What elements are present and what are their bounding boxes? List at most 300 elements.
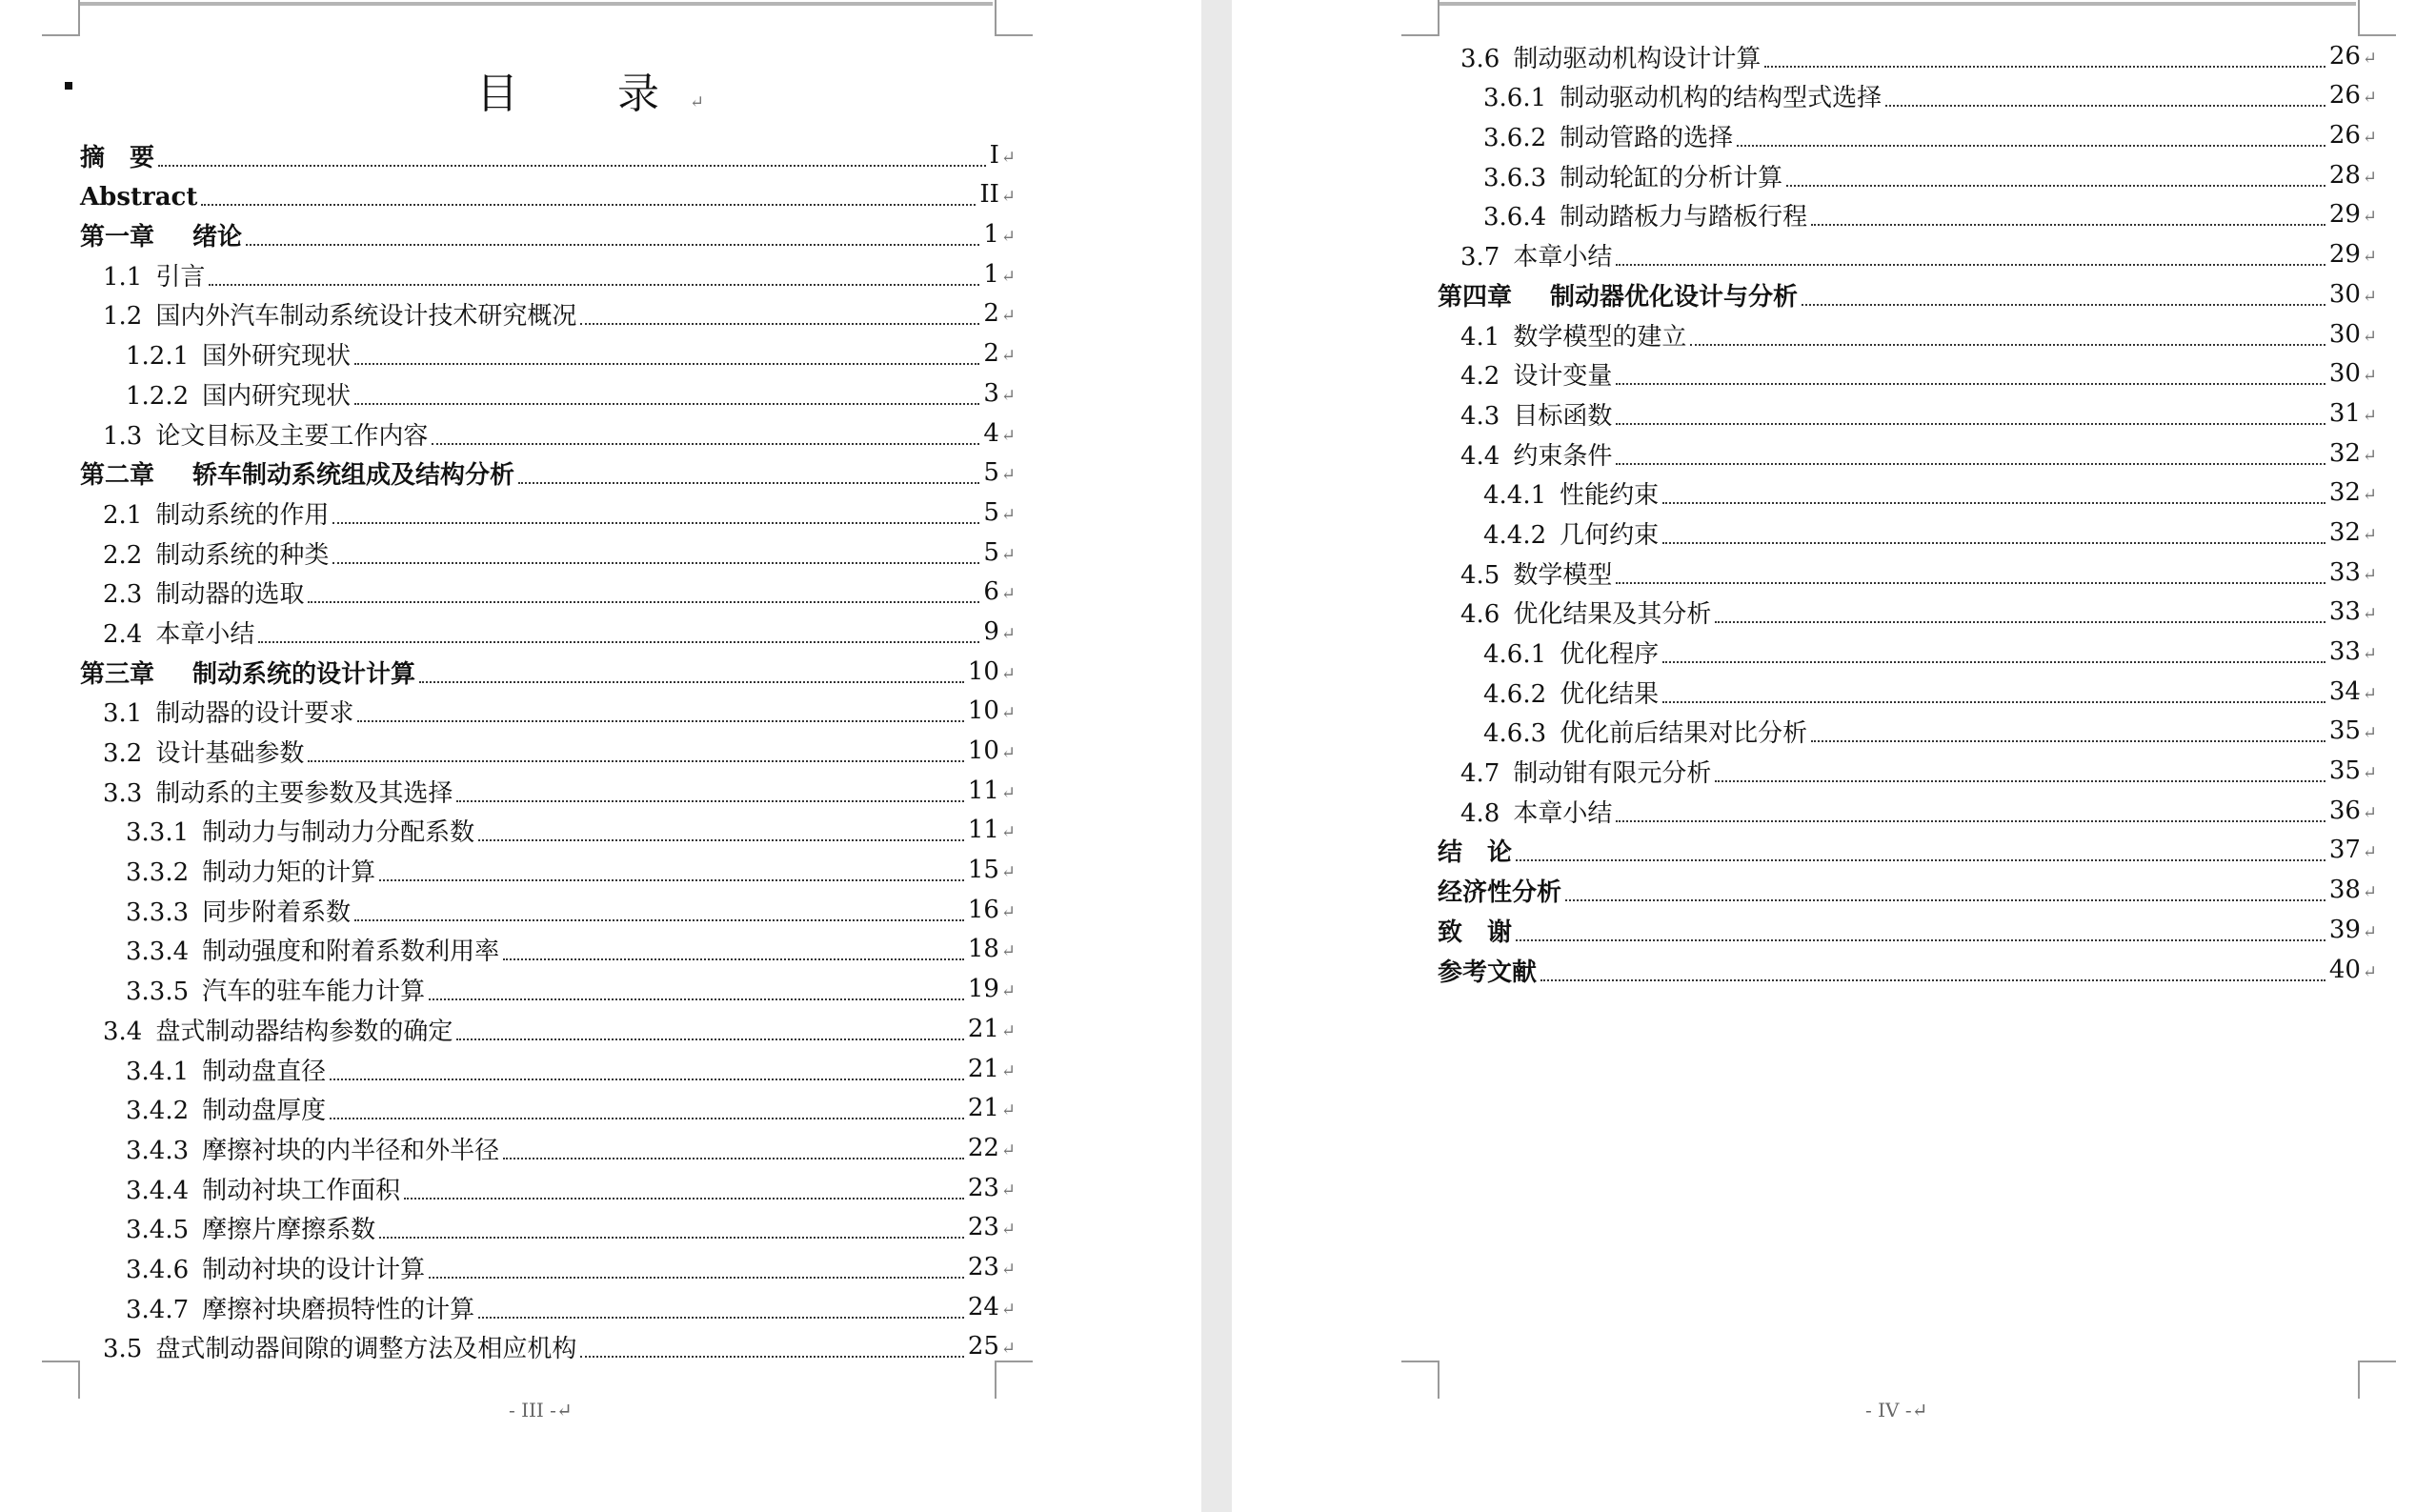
toc-entry-number: 参考文献 xyxy=(1438,958,1538,987)
toc-entry[interactable] xyxy=(1438,748,2377,788)
paragraph-return-mark: ↵ xyxy=(2362,167,2377,188)
toc-entry[interactable] xyxy=(80,331,1016,371)
paragraph-return-mark: ↵ xyxy=(2362,88,2377,109)
toc-dot-leader xyxy=(209,284,979,286)
toc-entry[interactable] xyxy=(1438,232,2377,272)
toc-entry-number: 第四章 xyxy=(1438,282,1513,312)
margin-corner-top-left xyxy=(1401,0,1439,36)
paragraph-return-mark: ↵ xyxy=(1000,623,1016,644)
toc-entry-number: 1.2.2 xyxy=(126,381,190,411)
toc-page-number xyxy=(990,141,1016,172)
toc-entry[interactable] xyxy=(80,1046,1016,1086)
toc-entry[interactable] xyxy=(1438,312,2377,352)
toc-page-number xyxy=(968,1213,1016,1244)
toc-dot-leader xyxy=(1737,145,2325,147)
toc-entry-text: 制动器优化设计与分析 xyxy=(1525,282,1799,312)
toc-dot-leader xyxy=(1662,502,2325,504)
toc-entry-title xyxy=(1483,481,1659,510)
toc-dot-leader xyxy=(379,1237,964,1239)
toc-entry-title xyxy=(1438,918,1512,947)
toc-entry-text: 制动管路的选择 xyxy=(1560,124,1734,153)
toc-entry-title xyxy=(1460,243,1612,272)
toc-entry-text: 设计变量 xyxy=(1513,362,1613,392)
toc-dot-leader xyxy=(1616,383,2325,385)
toc-dot-leader xyxy=(330,1118,964,1119)
toc-entry-text: 性能约束 xyxy=(1560,481,1660,511)
toc-page-number-value: 30 xyxy=(2328,279,2361,309)
paragraph-return-mark: ↵ xyxy=(1000,425,1016,446)
toc-dot-leader xyxy=(478,839,964,841)
toc-dot-leader xyxy=(456,800,963,802)
toc-entry-title xyxy=(80,660,415,689)
paragraph-return-mark: ↵ xyxy=(2362,564,2377,585)
toc-page-number xyxy=(983,458,1016,490)
paragraph-return-mark: ↵ xyxy=(2362,802,2377,823)
toc-entry-title xyxy=(1460,799,1612,828)
toc-entry[interactable] xyxy=(1438,590,2377,630)
toc-entry-number: 1.2.1 xyxy=(126,342,190,372)
toc-entry[interactable] xyxy=(80,847,1016,887)
toc-page-number xyxy=(968,696,1016,728)
toc-dot-leader xyxy=(308,601,979,603)
toc-entry-number: 3.6.1 xyxy=(1483,84,1547,113)
page-top-edge xyxy=(1438,2,2356,6)
toc-entry-number: 2.2 xyxy=(103,540,143,570)
toc-dot-leader xyxy=(1565,899,2325,901)
toc-entry[interactable] xyxy=(1438,788,2377,828)
toc-list-left xyxy=(80,132,1016,1363)
toc-entry[interactable] xyxy=(80,649,1016,689)
toc-page-number xyxy=(968,1293,1016,1324)
toc-page-number-value: II xyxy=(979,180,999,210)
toc-page-number-value: 34 xyxy=(2328,676,2361,706)
toc-page-number-value: 23 xyxy=(967,1252,999,1281)
toc-entry[interactable] xyxy=(80,927,1016,967)
toc-entry-number: 4.4.2 xyxy=(1483,520,1547,550)
toc-entry[interactable] xyxy=(1438,907,2377,947)
toc-entry[interactable] xyxy=(80,371,1016,411)
page-top-edge xyxy=(78,2,993,6)
paragraph-return-mark: ↵ xyxy=(2362,445,2377,466)
paragraph-return-mark: ↵ xyxy=(1000,782,1016,803)
toc-entry-title xyxy=(103,302,576,331)
toc-page-number xyxy=(983,379,1016,411)
toc-entry[interactable] xyxy=(80,1125,1016,1165)
toc-entry-title xyxy=(1483,124,1733,152)
toc-entry-number: 第一章 xyxy=(80,223,155,252)
toc-page-number-value: 1 xyxy=(983,220,999,250)
toc-entry-text: 优化前后结果对比分析 xyxy=(1560,719,1808,749)
toc-entry-number: 2.4 xyxy=(103,619,143,649)
toc-dot-leader xyxy=(357,720,963,722)
paragraph-return-mark: ↵ xyxy=(2362,207,2377,228)
toc-entry-title xyxy=(80,183,197,212)
toc-dot-leader xyxy=(1811,224,2325,226)
toc-entry-number: 4.7 xyxy=(1460,759,1500,789)
toc-entry-title xyxy=(1438,878,1561,907)
toc-entry[interactable] xyxy=(80,411,1016,451)
toc-entry[interactable] xyxy=(1438,391,2377,431)
toc-entry-text: 制动强度和附着系数利用率 xyxy=(202,937,500,967)
toc-entry[interactable] xyxy=(1438,550,2377,590)
toc-entry[interactable] xyxy=(80,570,1016,610)
toc-page-number-value: 6 xyxy=(983,577,999,607)
toc-entry-text: 摩擦衬块的内半径和外半径 xyxy=(202,1136,500,1165)
toc-entry-title xyxy=(103,779,453,808)
toc-entry-text: 国外研究现状 xyxy=(202,342,352,372)
toc-entry-text: 优化结果 xyxy=(1560,679,1660,709)
toc-entry[interactable] xyxy=(1438,33,2377,73)
toc-page-number xyxy=(2329,637,2377,669)
paragraph-return-mark: ↵ xyxy=(1000,385,1016,406)
toc-entry-text: 本章小结 xyxy=(1513,243,1613,272)
toc-entry-text: 制动盘厚度 xyxy=(202,1097,327,1126)
paragraph-return-mark: ↵ xyxy=(1000,1299,1016,1320)
toc-dot-leader xyxy=(354,919,964,921)
toc-entry[interactable] xyxy=(1438,709,2377,749)
paragraph-mark-square xyxy=(65,82,72,90)
toc-page-number-value: I xyxy=(989,140,999,170)
toc-dot-leader xyxy=(1616,264,2325,266)
toc-entry-title xyxy=(1460,600,1711,629)
toc-entry[interactable] xyxy=(1438,828,2377,868)
toc-page-number-value: 5 xyxy=(983,497,999,527)
toc-entry-title xyxy=(126,1177,400,1205)
toc-entry[interactable] xyxy=(80,1165,1016,1205)
toc-entry-title xyxy=(126,382,351,411)
toc-dot-leader xyxy=(1616,463,2325,465)
toc-entry-text: 制动轮缸的分析计算 xyxy=(1560,163,1783,192)
toc-entry[interactable] xyxy=(1438,431,2377,471)
toc-entry-title xyxy=(1438,283,1798,312)
toc-entry[interactable] xyxy=(80,728,1016,768)
toc-page-number xyxy=(2329,518,2377,550)
paragraph-return-mark: ↵ xyxy=(1000,187,1016,208)
toc-entry-number: 4.6.3 xyxy=(1483,719,1547,749)
toc-entry-text: 设计基础参数 xyxy=(155,739,305,768)
paragraph-return-mark: ↵ xyxy=(2362,644,2377,664)
toc-entry[interactable] xyxy=(80,172,1016,212)
toc-page-number-value: 2 xyxy=(983,339,999,369)
toc-page-number-value: 25 xyxy=(967,1332,999,1361)
toc-entry-number: 3.6.4 xyxy=(1483,203,1547,232)
toc-page-number xyxy=(983,299,1016,331)
toc-page-number xyxy=(2329,439,2377,471)
toc-entry[interactable] xyxy=(80,1284,1016,1324)
toc-entry-number: 4.6.2 xyxy=(1483,679,1547,709)
toc-entry-title xyxy=(1483,680,1659,709)
toc-entry[interactable] xyxy=(1438,669,2377,709)
toc-entry-title xyxy=(126,937,499,966)
document-page-right xyxy=(1232,0,2436,1512)
toc-entry-number: 3.3 xyxy=(103,778,143,808)
toc-entry-number: 3.7 xyxy=(1460,243,1500,272)
toc-entry[interactable] xyxy=(80,292,1016,332)
toc-entry[interactable] xyxy=(80,1205,1016,1245)
toc-entry-number: 1.3 xyxy=(103,421,143,451)
toc-page-number-value: 23 xyxy=(967,1213,999,1242)
toc-entry-title xyxy=(126,1137,499,1165)
toc-entry-number: Abstract xyxy=(80,183,198,212)
toc-page-number-value: 26 xyxy=(2328,41,2361,71)
toc-entry-number: 第三章 xyxy=(80,659,155,689)
toc-dot-leader xyxy=(246,244,979,246)
toc-dot-leader xyxy=(332,562,979,564)
toc-entry[interactable] xyxy=(80,132,1016,172)
toc-dot-leader xyxy=(379,879,964,881)
toc-entry-text: 制动系统的种类 xyxy=(155,540,330,570)
margin-corner-top-right xyxy=(2358,0,2396,36)
toc-entry[interactable] xyxy=(80,1006,1016,1046)
toc-page-number-value: 35 xyxy=(2328,756,2361,786)
toc-entry-title xyxy=(103,1335,576,1363)
toc-entry-number: 4.6.1 xyxy=(1483,640,1547,669)
paragraph-return-mark: ↵ xyxy=(2362,247,2377,268)
toc-entry-text: 本章小结 xyxy=(1513,798,1613,828)
toc-entry[interactable] xyxy=(80,1324,1016,1364)
paragraph-return-mark: ↵ xyxy=(1000,266,1016,287)
toc-entry-title xyxy=(1460,759,1711,788)
toc-page-number-value: 30 xyxy=(2328,319,2361,349)
toc-dot-leader xyxy=(503,1158,964,1159)
toc-entry-text: 摩擦片摩擦系数 xyxy=(202,1216,376,1245)
toc-entry[interactable] xyxy=(80,1244,1016,1284)
toc-entry[interactable] xyxy=(80,252,1016,292)
toc-entry-text: 绪论 xyxy=(168,223,243,252)
toc-page-number-value: 19 xyxy=(967,975,999,1004)
toc-entry-number: 3.4.3 xyxy=(126,1136,190,1165)
margin-corner-top-right xyxy=(995,0,1033,36)
toc-page-number-value: 3 xyxy=(983,378,999,408)
toc-entry-text: 汽车的驻车能力计算 xyxy=(202,978,426,1007)
toc-entry-number: 4.1 xyxy=(1460,322,1500,352)
toc-entry-text: 数学模型的建立 xyxy=(1513,322,1687,352)
paragraph-return-mark: ↵ xyxy=(2362,326,2377,347)
paragraph-return-mark: ↵ xyxy=(1000,1179,1016,1200)
toc-page-number-value: 33 xyxy=(2328,597,2361,627)
toc-page-number xyxy=(2329,81,2377,112)
toc-entry-text: 摩擦衬块磨损特性的计算 xyxy=(202,1295,475,1324)
toc-entry[interactable] xyxy=(80,768,1016,808)
paragraph-return-mark: ↵ xyxy=(2362,524,2377,545)
toc-entry[interactable] xyxy=(1438,73,2377,113)
toc-dot-leader xyxy=(518,482,979,484)
toc-entry-text: 数学模型 xyxy=(1513,560,1613,590)
paragraph-return-mark: ↵ xyxy=(1000,663,1016,684)
toc-entry[interactable] xyxy=(80,212,1016,252)
toc-dot-leader xyxy=(1715,780,2325,782)
toc-page-number xyxy=(983,538,1016,570)
toc-entry[interactable] xyxy=(80,1086,1016,1126)
toc-entry-number: 4.4.1 xyxy=(1483,481,1547,511)
paragraph-return-mark: ↵ xyxy=(2362,683,2377,704)
toc-dot-leader xyxy=(1690,344,2325,346)
toc-entry[interactable] xyxy=(80,808,1016,848)
toc-entry[interactable] xyxy=(80,609,1016,649)
toc-entry-number: 4.4 xyxy=(1460,441,1500,471)
toc-page-number-value: 40 xyxy=(2328,955,2361,984)
toc-page-number xyxy=(968,975,1016,1006)
paragraph-return-mark: ↵ xyxy=(1000,584,1016,605)
toc-page-number xyxy=(2329,240,2377,272)
margin-corner-bottom-right xyxy=(995,1361,1033,1399)
paragraph-return-mark: ↵ xyxy=(1000,703,1016,724)
toc-dot-leader xyxy=(432,443,979,445)
paragraph-return-mark: ↵ xyxy=(1000,306,1016,327)
toc-entry-text: 几何约束 xyxy=(1560,520,1660,550)
toc-page-number xyxy=(2329,478,2377,510)
toc-page-number xyxy=(2329,558,2377,590)
toc-entry-title xyxy=(1460,442,1612,471)
toc-entry-number: 4.5 xyxy=(1460,560,1500,590)
toc-entry[interactable] xyxy=(80,490,1016,530)
toc-entry-title xyxy=(103,541,329,570)
toc-page-number xyxy=(2329,916,2377,947)
toc-page-number xyxy=(968,935,1016,966)
toc-entry[interactable] xyxy=(1438,152,2377,192)
toc-entry[interactable] xyxy=(1438,867,2377,907)
toc-entry-number: 4.2 xyxy=(1460,362,1500,392)
document-page-left xyxy=(0,0,1201,1512)
toc-entry-title xyxy=(126,1216,375,1244)
toc-page-number xyxy=(983,260,1016,292)
toc-entry-title xyxy=(103,580,304,609)
toc-page-number-value: 38 xyxy=(2328,876,2361,905)
toc-entry-number: 结 论 xyxy=(1438,838,1513,868)
toc-page-number-value: 5 xyxy=(983,458,999,488)
toc-dot-leader xyxy=(404,1198,964,1200)
toc-entry[interactable] xyxy=(80,451,1016,491)
toc-entry-number: 4.3 xyxy=(1460,401,1500,431)
toc-entry-text: 制动踏板力与踏板行程 xyxy=(1560,203,1808,232)
paragraph-return-mark: ↵ xyxy=(2362,882,2377,903)
paragraph-return-mark: ↵ xyxy=(2362,405,2377,426)
toc-entry-text: 制动力矩的计算 xyxy=(202,858,376,888)
toc-entry[interactable] xyxy=(80,530,1016,570)
toc-entry-text: 论文目标及主要工作内容 xyxy=(155,421,429,451)
toc-entry-title xyxy=(80,461,514,490)
toc-page-number-value: 33 xyxy=(2328,637,2361,666)
paragraph-return-mark: ↵ xyxy=(2362,763,2377,784)
margin-corner-top-left xyxy=(42,0,80,36)
toc-page-number-value: 16 xyxy=(967,895,999,924)
paragraph-return-mark: ↵ xyxy=(1000,862,1016,883)
paragraph-return-mark: ↵ xyxy=(2362,604,2377,625)
toc-entry[interactable] xyxy=(1438,272,2377,312)
toc-page-number xyxy=(968,1332,1016,1363)
toc-page-number xyxy=(968,1134,1016,1165)
toc-dot-leader xyxy=(330,1079,964,1080)
paragraph-return-mark: ↵ xyxy=(1000,901,1016,922)
toc-entry-text: 制动系统的作用 xyxy=(155,500,330,530)
toc-page-number xyxy=(2329,359,2377,391)
toc-dot-leader xyxy=(354,403,979,405)
toc-entry[interactable] xyxy=(1438,629,2377,669)
toc-entry[interactable] xyxy=(1438,352,2377,392)
paragraph-return-mark: ↵ xyxy=(1000,1020,1016,1041)
toc-page-number-value: 21 xyxy=(967,1094,999,1123)
toc-dot-leader xyxy=(1616,423,2325,425)
toc-page-number xyxy=(968,816,1016,847)
toc-dot-leader xyxy=(258,641,979,643)
toc-entry-text: 国内研究现状 xyxy=(202,381,352,411)
toc-entry-title xyxy=(126,1058,326,1086)
toc-entry[interactable] xyxy=(80,887,1016,927)
paragraph-return-mark: ↵ xyxy=(2362,961,2377,982)
toc-dot-leader xyxy=(580,1356,963,1358)
toc-entry-text: 盘式制动器间隙的调整方法及相应机构 xyxy=(155,1335,577,1364)
paragraph-return-mark: ↵ xyxy=(1000,504,1016,525)
toc-dot-leader xyxy=(580,323,979,325)
toc-page-number-value: 24 xyxy=(967,1292,999,1321)
toc-page-number xyxy=(983,220,1016,252)
toc-page-number xyxy=(968,896,1016,927)
toc-entry[interactable] xyxy=(1438,471,2377,511)
toc-entry-text: 制动器的选取 xyxy=(155,580,305,610)
toc-entry[interactable] xyxy=(1438,947,2377,987)
toc-entry-title xyxy=(126,858,375,887)
toc-entry-number: 3.1 xyxy=(103,699,143,729)
paragraph-return-mark: ↵ xyxy=(2362,286,2377,307)
toc-entry-title xyxy=(1460,45,1761,73)
toc-entry-text: 制动衬块工作面积 xyxy=(202,1176,401,1205)
toc-entry-title xyxy=(1460,323,1686,352)
margin-corner-bottom-left xyxy=(42,1361,80,1399)
toc-entry-number: 第二章 xyxy=(80,461,155,491)
toc-entry-title xyxy=(103,620,254,649)
toc-page-number xyxy=(2329,399,2377,431)
toc-entry-number: 经济性分析 xyxy=(1438,878,1562,908)
toc-entry-text: 优化程序 xyxy=(1560,640,1660,669)
toc-page-number xyxy=(968,1174,1016,1205)
toc-dot-leader xyxy=(158,165,986,167)
toc-entry-title xyxy=(1460,561,1612,590)
toc-page-number-value: 11 xyxy=(967,776,999,805)
toc-dot-leader xyxy=(1616,582,2325,584)
toc-dot-leader xyxy=(1715,621,2325,623)
toc-entry-number: 3.4.5 xyxy=(126,1216,190,1245)
toc-dot-leader xyxy=(1662,661,2325,663)
toc-entry-number: 1.1 xyxy=(103,262,143,292)
toc-entry[interactable] xyxy=(1438,510,2377,550)
toc-page-number xyxy=(2329,796,2377,828)
toc-entry-text: 制动驱动机构的结构型式选择 xyxy=(1560,84,1882,113)
toc-page-number-value: 32 xyxy=(2328,478,2361,508)
toc-entry-text: 同步附着系数 xyxy=(202,897,352,927)
margin-corner-bottom-right xyxy=(2358,1361,2396,1399)
toc-entry-number: 2.3 xyxy=(103,580,143,610)
toc-page-number xyxy=(2329,597,2377,629)
toc-page-number-value: 29 xyxy=(2328,200,2361,230)
toc-page-number xyxy=(983,617,1016,649)
toc-entry[interactable] xyxy=(1438,192,2377,232)
toc-entry-number: 3.6.3 xyxy=(1483,163,1547,192)
toc-entry[interactable] xyxy=(1438,112,2377,152)
paragraph-return-mark: ↵ xyxy=(2362,485,2377,506)
toc-entry-number: 3.2 xyxy=(103,739,143,768)
toc-page-number xyxy=(2329,161,2377,192)
toc-entry-title xyxy=(126,1256,425,1284)
toc-page-number-value: 29 xyxy=(2328,240,2361,270)
toc-dot-leader xyxy=(1662,542,2325,544)
toc-entry-number: 3.5 xyxy=(103,1335,143,1364)
toc-entry-title xyxy=(1483,164,1782,192)
toc-entry[interactable] xyxy=(80,689,1016,729)
page-gap xyxy=(1201,0,1232,1512)
paragraph-return-mark: ↵ xyxy=(1000,981,1016,1002)
toc-entry[interactable] xyxy=(80,966,1016,1006)
toc-page-number-value: 31 xyxy=(2328,398,2361,428)
